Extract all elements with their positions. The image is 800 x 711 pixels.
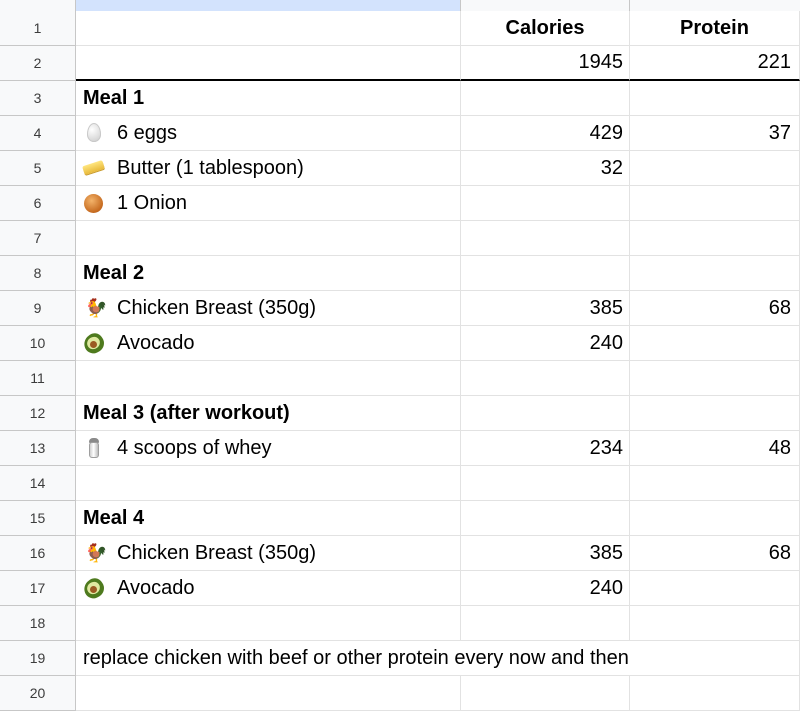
- empty-cell[interactable]: [76, 361, 461, 396]
- protein-cell[interactable]: [630, 81, 800, 116]
- calories-cell[interactable]: [461, 676, 630, 711]
- food-item-label: Avocado: [117, 576, 195, 599]
- sheet-row: [0, 396, 800, 431]
- calories-cell[interactable]: 240: [461, 571, 630, 606]
- calories-total[interactable]: 1945: [461, 46, 630, 81]
- calories-cell[interactable]: [461, 221, 630, 256]
- sheet-row: [0, 81, 800, 116]
- sheet-row: [0, 151, 800, 186]
- calories-cell[interactable]: 385: [461, 536, 630, 571]
- column-header-b[interactable]: [461, 0, 630, 11]
- row-number[interactable]: 18: [0, 606, 76, 641]
- row-number[interactable]: 15: [0, 501, 76, 536]
- calories-cell[interactable]: [461, 186, 630, 221]
- calories-cell[interactable]: 429: [461, 116, 630, 151]
- protein-cell[interactable]: [630, 466, 800, 501]
- food-item-cell[interactable]: [76, 326, 461, 361]
- avocado-icon: [83, 332, 105, 354]
- protein-header[interactable]: Protein: [630, 11, 800, 46]
- food-item-cell[interactable]: [76, 536, 461, 571]
- sheet-row: [0, 326, 800, 361]
- food-item-label: Chicken Breast (350g): [117, 541, 316, 564]
- protein-cell[interactable]: [630, 221, 800, 256]
- column-header-a[interactable]: [76, 0, 461, 11]
- food-item-cell[interactable]: [76, 571, 461, 606]
- food-item-label: 6 eggs: [117, 121, 178, 144]
- salt-shaker-icon: [83, 437, 105, 459]
- empty-cell[interactable]: [76, 466, 461, 501]
- row-number[interactable]: 17: [0, 571, 76, 606]
- row-number[interactable]: 12: [0, 396, 76, 431]
- sheet-row: [0, 641, 800, 676]
- protein-cell[interactable]: [630, 571, 800, 606]
- sheet-row: [0, 186, 800, 221]
- protein-cell[interactable]: 68: [630, 536, 800, 571]
- sheet-row: [0, 676, 800, 711]
- calories-cell[interactable]: 32: [461, 151, 630, 186]
- sheet-row: [0, 501, 800, 536]
- row-number[interactable]: 4: [0, 116, 76, 151]
- sheet-row: [0, 221, 800, 256]
- row-number[interactable]: 20: [0, 676, 76, 711]
- calories-cell[interactable]: [461, 396, 630, 431]
- onion-icon: [83, 192, 105, 214]
- protein-total[interactable]: 221: [630, 46, 800, 81]
- food-item-label: 4 scoops of whey: [117, 436, 272, 459]
- row-number[interactable]: 13: [0, 431, 76, 466]
- food-item-cell[interactable]: [76, 116, 461, 151]
- cell-a1[interactable]: [76, 11, 461, 46]
- food-item-cell[interactable]: [76, 431, 461, 466]
- food-item-cell[interactable]: [76, 291, 461, 326]
- protein-cell[interactable]: [630, 151, 800, 186]
- row-number[interactable]: 5: [0, 151, 76, 186]
- sheet-row: [0, 466, 800, 501]
- calories-cell[interactable]: 385: [461, 291, 630, 326]
- protein-cell[interactable]: [630, 501, 800, 536]
- column-header-strip: [0, 0, 800, 11]
- row-number[interactable]: 19: [0, 641, 76, 676]
- sheet-row: [0, 431, 800, 466]
- calories-cell[interactable]: [461, 641, 630, 676]
- calories-cell[interactable]: 234: [461, 431, 630, 466]
- protein-cell[interactable]: [630, 186, 800, 221]
- chicken-icon: 🐓: [85, 543, 108, 563]
- empty-cell[interactable]: [76, 221, 461, 256]
- sheet-row: [0, 291, 800, 326]
- egg-icon: [83, 122, 105, 144]
- sheet-row: [0, 46, 800, 81]
- calories-cell[interactable]: 240: [461, 326, 630, 361]
- select-all-corner[interactable]: [0, 0, 76, 11]
- row-number[interactable]: 9: [0, 291, 76, 326]
- avocado-icon: [83, 577, 105, 599]
- column-header-c[interactable]: [630, 0, 800, 11]
- protein-cell[interactable]: 48: [630, 431, 800, 466]
- meal-heading[interactable]: Meal 1: [76, 81, 461, 116]
- calories-cell[interactable]: [461, 81, 630, 116]
- food-item-label: Avocado: [117, 331, 195, 354]
- protein-cell[interactable]: [630, 641, 800, 676]
- butter-icon: [83, 157, 105, 179]
- calories-cell[interactable]: [461, 361, 630, 396]
- protein-cell[interactable]: [630, 326, 800, 361]
- calories-cell[interactable]: [461, 501, 630, 536]
- chicken-icon: 🐓: [85, 298, 108, 318]
- row-number[interactable]: 3: [0, 81, 76, 116]
- meal-heading[interactable]: Meal 2: [76, 256, 461, 291]
- row-number[interactable]: 7: [0, 221, 76, 256]
- protein-cell[interactable]: [630, 396, 800, 431]
- row-number[interactable]: 11: [0, 361, 76, 396]
- empty-cell[interactable]: [76, 676, 461, 711]
- row-number[interactable]: 16: [0, 536, 76, 571]
- sheet-row: [0, 11, 800, 46]
- calories-header[interactable]: Calories: [461, 11, 630, 46]
- sheet-row: [0, 361, 800, 396]
- sheet-row: [0, 256, 800, 291]
- calories-cell[interactable]: [461, 606, 630, 641]
- sheet-row: [0, 571, 800, 606]
- food-item-cell[interactable]: [76, 186, 461, 221]
- protein-cell[interactable]: 68: [630, 291, 800, 326]
- protein-cell[interactable]: [630, 256, 800, 291]
- row-number[interactable]: 10: [0, 326, 76, 361]
- row-number[interactable]: 6: [0, 186, 76, 221]
- cell-a2[interactable]: [76, 46, 461, 81]
- sheet-row: [0, 606, 800, 641]
- calories-cell[interactable]: [461, 466, 630, 501]
- calories-cell[interactable]: [461, 256, 630, 291]
- protein-cell[interactable]: 37: [630, 116, 800, 151]
- protein-cell[interactable]: [630, 676, 800, 711]
- food-item-cell[interactable]: [76, 151, 461, 186]
- food-item-label: Chicken Breast (350g): [117, 296, 316, 319]
- sheet-row: [0, 116, 800, 151]
- empty-cell[interactable]: [76, 606, 461, 641]
- protein-cell[interactable]: [630, 361, 800, 396]
- sheet-row: [0, 536, 800, 571]
- row-number[interactable]: 8: [0, 256, 76, 291]
- row-number[interactable]: 1: [0, 11, 76, 46]
- food-item-label: 1 Onion: [117, 191, 188, 214]
- meal-heading[interactable]: Meal 3 (after workout): [76, 396, 461, 431]
- protein-cell[interactable]: [630, 606, 800, 641]
- note-cell[interactable]: replace chicken with beef or other protein every now and then: [76, 641, 461, 676]
- meal-heading[interactable]: Meal 4: [76, 501, 461, 536]
- row-number[interactable]: 14: [0, 466, 76, 501]
- row-number[interactable]: 2: [0, 46, 76, 81]
- food-item-label: Butter (1 tablespoon): [117, 156, 304, 179]
